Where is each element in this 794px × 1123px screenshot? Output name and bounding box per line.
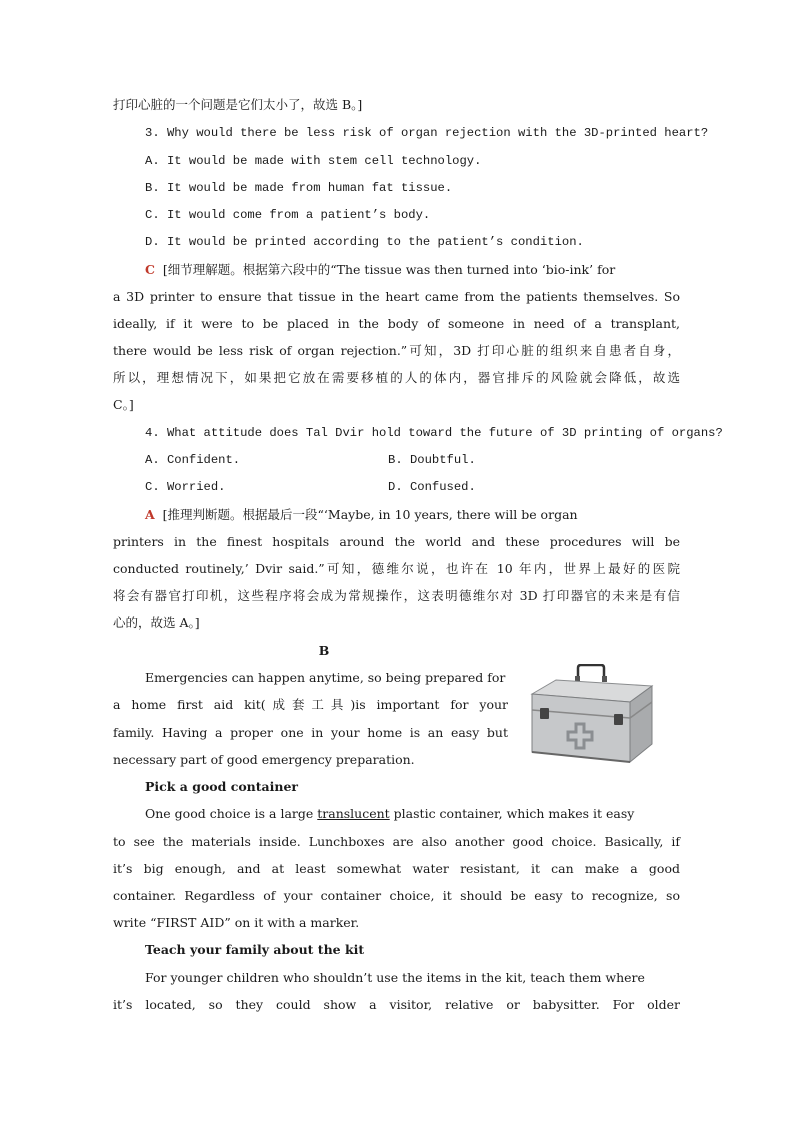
- answer-3-key: C: [145, 262, 155, 277]
- question-3: 3. Why would there be less risk of organ rejection with the 3D-printed heart?: [145, 126, 709, 140]
- answer-3-line-6: C。]: [113, 397, 134, 412]
- answer-4-line-3: conducted routinely,’ Dvir said.”可知，德维尔说，也许在 10 年内，世界上最好的医院: [113, 561, 680, 576]
- answer-4-line-2: printers in the finest hospitals around the world and these procedures will be: [113, 534, 680, 549]
- first-aid-kit-image: [526, 664, 656, 768]
- answer-3-line-4: there would be less risk of organ rejection.”可知，3D 打印心脏的组织来自患者自身，: [113, 343, 680, 358]
- option-3a: A. It would be made with stem cell technology.: [145, 154, 482, 168]
- section-heading: B: [318, 643, 330, 658]
- question-4: 4. What attitude does Tal Dvir hold toward the future of 3D printing of organs?: [145, 426, 723, 440]
- para-2-line-2: to see the materials inside. Lunchboxes are also another good choice. Basically, if: [113, 834, 680, 849]
- para-2-line-3: it’s big enough, and at least somewhat water resistant, it can make a good: [113, 861, 680, 876]
- para-2-line-1: One good choice is a large translucent plastic container, which makes it easy: [145, 806, 635, 821]
- answer-4-line-5: 心的，故选 A。]: [113, 615, 200, 630]
- answer-3-line-5: 所以，理想情况下，如果把它放在需要移植的人的体内，器官排斥的风险就会降低，故选: [113, 370, 680, 385]
- option-3c: C. It would come from a patient’s body.: [145, 208, 431, 222]
- option-4c: C. Worried.: [145, 480, 226, 494]
- para-3-line-2: it’s located, so they could show a visitor, relative or babysitter. For older: [113, 997, 680, 1012]
- answer-4-line-1: A [推理判断题。根据最后一段“‘Maybe, in 10 years, there will be organ: [145, 507, 578, 522]
- answer-3-line-1: C [细节理解题。根据第六段中的“The tissue was then turned into ‘bio-ink’ for: [145, 262, 616, 277]
- para-1-line-2: a home first aid kit(成套工具)is important for your: [113, 697, 508, 712]
- answer-3-line-3: ideally, if it were to be placed in the body of someone in need of a transplant,: [113, 316, 680, 331]
- option-3b: B. It would be made from human fat tissue.: [145, 181, 453, 195]
- para-1-line-4: necessary part of good emergency preparation.: [113, 752, 415, 767]
- option-4d: D. Confused.: [388, 480, 476, 494]
- answer-4-line-4: 将会有器官打印机，这些程序将会成为常规操作，这表明德维尔对 3D 打印器官的未来是有信: [113, 588, 680, 603]
- para-1-line-3: family. Having a proper one in your home is an easy but: [113, 725, 508, 740]
- answer-3-line-2: a 3D printer to ensure that tissue in the heart came from the patients themselves. So: [113, 289, 680, 304]
- option-4a: A. Confident.: [145, 453, 241, 467]
- answer-2-tail: 打印心脏的一个问题是它们太小了，故选 B。]: [113, 97, 363, 112]
- para-1-line-1: Emergencies can happen anytime, so being prepared for: [145, 670, 506, 685]
- option-row-4-2: [145, 479, 680, 495]
- option-3d: D. It would be printed according to the patient’s condition.: [145, 235, 584, 249]
- underlined-word: translucent: [317, 806, 390, 821]
- option-row-4-1: [145, 452, 680, 468]
- para-3-line-1: For younger children who shouldn’t use the items in the kit, teach them where: [145, 970, 645, 985]
- para-2-line-5: write “FIRST AID” on it with a marker.: [113, 915, 360, 930]
- para-2-line-4: container. Regardless of your container choice, it should be easy to recognize, so: [113, 888, 680, 903]
- heading-teach-family: Teach your family about the kit: [145, 942, 365, 957]
- heading-pick-container: Pick a good container: [145, 779, 299, 794]
- option-4b: B. Doubtful.: [388, 453, 476, 467]
- answer-4-key: A: [145, 507, 155, 522]
